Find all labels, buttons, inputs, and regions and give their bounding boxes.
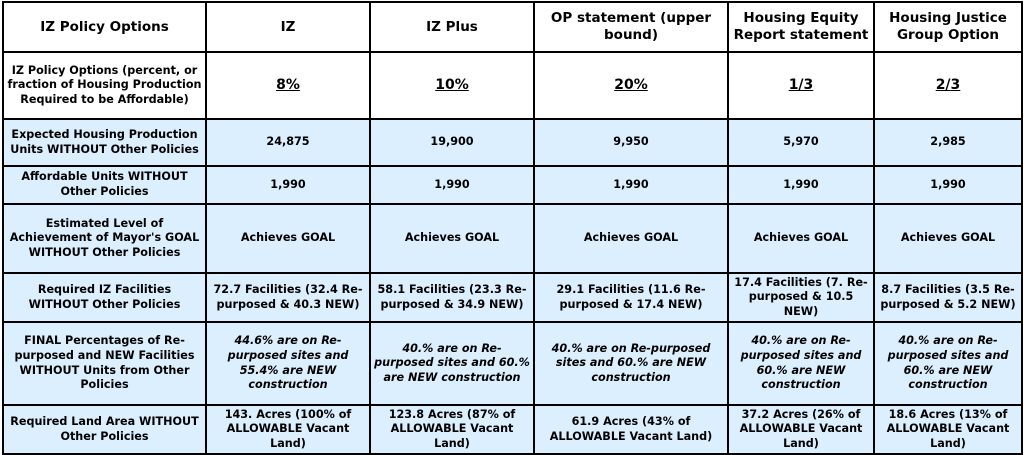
row-label: Required Land Area WITHOUT Other Policies — [3, 405, 206, 454]
table-cell: 9,950 — [534, 119, 728, 166]
row-label: FINAL Percentages of Re-purposed and NEW Facilities WITHOUT Units from Other Policies — [3, 322, 206, 405]
table-row — [3, 52, 1022, 119]
column-header: IZ Plus — [370, 2, 534, 52]
table-row — [3, 273, 1022, 322]
table-row — [3, 322, 1022, 405]
table-cell: 1,990 — [874, 166, 1022, 204]
row-label: Required IZ Facilities WITHOUT Other Policies — [3, 273, 206, 322]
table-cell: 123.8 Acres (87% of ALLOWABLE Vacant Land) — [370, 405, 534, 454]
table-cell: 2,985 — [874, 119, 1022, 166]
table-cell — [206, 52, 370, 119]
table-cell: 8.7 Facilities (3.5 Re-purposed & 5.2 NEW) — [874, 273, 1022, 322]
table-row — [3, 405, 1022, 454]
table-cell: 61.9 Acres (43% of ALLOWABLE Vacant Land) — [534, 405, 728, 454]
row-label: Expected Housing Production Units WITHOUT Other Policies — [3, 119, 206, 166]
percent-value: 10% — [435, 77, 469, 94]
table-row — [3, 166, 1022, 204]
table-cell: 72.7 Facilities (32.4 Re-purposed & 40.3 NEW) — [206, 273, 370, 322]
table-row — [3, 119, 1022, 166]
header-row — [3, 2, 1022, 52]
percent-value: 8% — [276, 77, 300, 94]
table-cell: Achieves GOAL — [874, 204, 1022, 273]
table-cell: 40.% are on Re-purposed sites and 60.% are NEW construction — [874, 322, 1022, 405]
percent-value: 2/3 — [935, 77, 961, 94]
table-cell: 1,990 — [370, 166, 534, 204]
table-cell — [370, 52, 534, 119]
column-header: IZ Policy Options — [3, 2, 206, 52]
table-cell: 40.% are on Re-purposed sites and 60.% are NEW construction — [728, 322, 874, 405]
table-cell: 5,970 — [728, 119, 874, 166]
table-cell: 143. Acres (100% of ALLOWABLE Vacant Land) — [206, 405, 370, 454]
row-label: Affordable Units WITHOUT Other Policies — [3, 166, 206, 204]
table-cell — [728, 52, 874, 119]
table-cell: Achieves GOAL — [206, 204, 370, 273]
column-header: Housing Justice Group Option — [874, 2, 1022, 52]
column-header: Housing Equity Report statement — [728, 2, 874, 52]
table-cell: Achieves GOAL — [534, 204, 728, 273]
table-cell: 24,875 — [206, 119, 370, 166]
column-header: OP statement (upper bound) — [534, 2, 728, 52]
table-cell: Achieves GOAL — [728, 204, 874, 273]
table-cell: 40.% are on Re-purposed sites and 60.% are NEW construction — [370, 322, 534, 405]
row-label: IZ Policy Options (percent, or fraction of Housing Production Required to be Affordable) — [3, 52, 206, 119]
table-cell: 1,990 — [206, 166, 370, 204]
table-cell — [874, 52, 1022, 119]
percent-value: 1/3 — [788, 77, 814, 94]
table-cell: 58.1 Facilities (23.3 Re-purposed & 34.9 NEW) — [370, 273, 534, 322]
table-cell: 29.1 Facilities (11.6 Re-purposed & 17.4 NEW) — [534, 273, 728, 322]
table-cell: 17.4 Facilities (7. Re-purposed & 10.5 NEW) — [728, 273, 874, 322]
table-cell: 1,990 — [534, 166, 728, 204]
table-cell: 44.6% are on Re-purposed sites and 55.4% are NEW construction — [206, 322, 370, 405]
column-header: IZ — [206, 2, 370, 52]
percent-value: 20% — [614, 77, 648, 94]
table-cell: 18.6 Acres (13% of ALLOWABLE Vacant Land) — [874, 405, 1022, 454]
table-row — [3, 204, 1022, 273]
row-label: Estimated Level of Achievement of Mayor's GOAL WITHOUT Other Policies — [3, 204, 206, 273]
table-cell — [534, 52, 728, 119]
table-cell: 1,990 — [728, 166, 874, 204]
iz-policy-table — [2, 1, 1023, 455]
table-cell: Achieves GOAL — [370, 204, 534, 273]
table-cell: 37.2 Acres (26% of ALLOWABLE Vacant Land) — [728, 405, 874, 454]
table-cell: 19,900 — [370, 119, 534, 166]
table-cell: 40.% are on Re-purposed sites and 60.% are NEW construction — [534, 322, 728, 405]
